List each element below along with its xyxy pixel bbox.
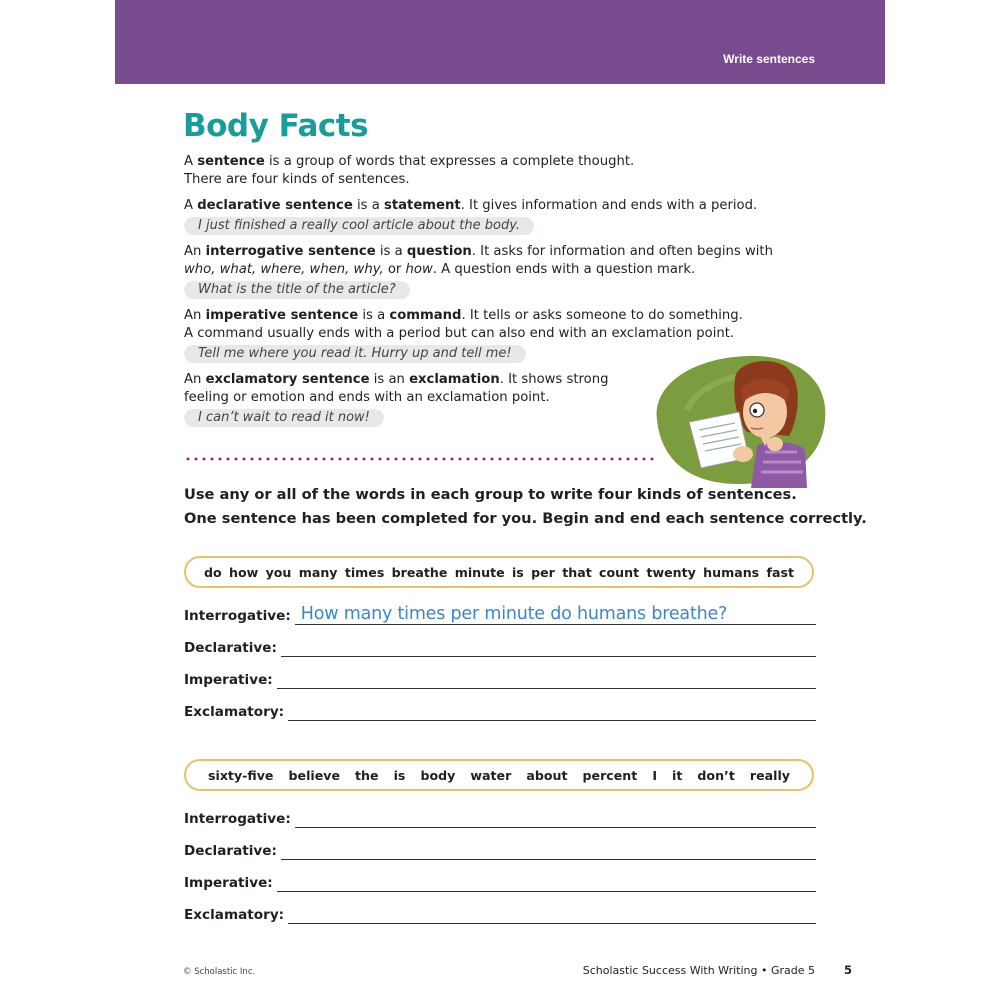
answer-line[interactable]	[288, 901, 816, 924]
header-banner	[115, 0, 885, 84]
word-bank-word: twenty	[646, 564, 696, 580]
interrogative-definition: An interrogative sentence is a question. It asks for information and often begins with	[184, 244, 773, 259]
interrogative-definition-2: who, what, where, when, why, or how. A question ends with a question mark.	[184, 262, 696, 277]
word-bank-word: count	[599, 564, 640, 580]
imperative-definition: An imperative sentence is a command. It tells or asks someone to do something.	[184, 308, 743, 323]
word-bank-word: breathe	[391, 564, 448, 580]
answer-line[interactable]	[281, 634, 816, 657]
answer-label: Exclamatory:	[184, 907, 285, 923]
word-bank-word: many	[298, 564, 338, 580]
word-bank-word: percent	[582, 767, 638, 783]
answer-line[interactable]	[277, 869, 816, 892]
answer-row-imperative-1	[184, 665, 816, 689]
answer-line[interactable]	[295, 602, 816, 625]
answer-row-exclamatory-1	[184, 697, 816, 721]
answer-label: Imperative:	[184, 672, 273, 688]
answer-row-interrogative-1	[184, 601, 816, 625]
word-bank-2	[184, 759, 814, 791]
word-bank-word: that	[562, 564, 592, 580]
word-bank-word: is	[511, 564, 524, 580]
answer-line[interactable]	[288, 698, 816, 721]
book-title: Scholastic Success With Writing • Grade 5	[582, 964, 815, 977]
word-bank-word: do	[204, 564, 222, 580]
word-bank-word: I	[652, 767, 657, 783]
answer-row-imperative-2	[184, 868, 816, 892]
word-bank-word: fast	[766, 564, 794, 580]
declarative-definition: A declarative sentence is a statement. It gives information and ends with a period.	[184, 198, 758, 213]
instructions-line-1: Use any or all of the words in each group to write four kinds of sentences.	[184, 486, 797, 503]
word-bank-word: humans	[703, 564, 760, 580]
word-bank-word: minute	[454, 564, 505, 580]
worksheet-page	[115, 0, 885, 1000]
word-bank-word: the	[355, 767, 379, 783]
answer-label: Exclamatory:	[184, 704, 285, 720]
imperative-definition-2: A command usually ends with a period but can also end with an exclamation point.	[184, 326, 735, 341]
answer-row-declarative-2	[184, 836, 816, 860]
dotted-divider	[184, 457, 654, 461]
word-bank-word: sixty-five	[208, 767, 274, 783]
answer-row-interrogative-2	[184, 804, 816, 828]
page-title: Body Facts	[183, 108, 369, 144]
word-bank-word: it	[672, 767, 683, 783]
answer-label: Interrogative:	[184, 811, 291, 827]
exclamatory-definition-2: feeling or emotion and ends with an exclamation point.	[184, 390, 550, 405]
word-bank-word: body	[420, 767, 456, 783]
answer-line[interactable]	[295, 805, 816, 828]
answer-label: Imperative:	[184, 875, 273, 891]
word-bank-word: believe	[288, 767, 340, 783]
answer-label: Interrogative:	[184, 608, 291, 624]
page-number: 5	[843, 963, 852, 977]
word-bank-word: you	[265, 564, 292, 580]
copyright: © Scholastic Inc.	[183, 967, 256, 977]
word-bank-word: water	[470, 767, 512, 783]
declarative-example: I just finished a really cool article about the body.	[184, 217, 534, 235]
intro-line-2: There are four kinds of sentences.	[184, 172, 410, 187]
exclamatory-example: I can’t wait to read it now!	[184, 409, 384, 427]
exclamatory-definition: An exclamatory sentence is an exclamation. It shows strong	[184, 372, 609, 387]
answer-line[interactable]	[277, 666, 816, 689]
word-bank-word: don’t	[697, 767, 735, 783]
handwritten-answer: How many times per minute do humans breathe?	[300, 604, 728, 624]
word-bank-word: is	[393, 767, 406, 783]
word-bank-word: about	[526, 767, 568, 783]
answer-row-declarative-1	[184, 633, 816, 657]
girl-reading-illustration	[647, 350, 829, 488]
word-bank-1	[184, 556, 814, 588]
answer-line[interactable]	[281, 837, 816, 860]
answer-label: Declarative:	[184, 843, 277, 859]
word-bank-word: times	[344, 564, 385, 580]
word-bank-word: how	[228, 564, 259, 580]
word-bank-word: really	[749, 767, 790, 783]
interrogative-example: What is the title of the article?	[184, 281, 410, 299]
imperative-example: Tell me where you read it. Hurry up and tell me!	[184, 345, 526, 363]
section-label: Write sentences	[723, 52, 815, 66]
answer-label: Declarative:	[184, 640, 277, 656]
answer-row-exclamatory-2	[184, 900, 816, 924]
word-bank-word: per	[531, 564, 555, 580]
instructions-line-2: One sentence has been completed for you. Begin and end each sentence correctly.	[184, 510, 867, 527]
intro-line-1: A sentence is a group of words that expresses a complete thought.	[184, 154, 635, 169]
